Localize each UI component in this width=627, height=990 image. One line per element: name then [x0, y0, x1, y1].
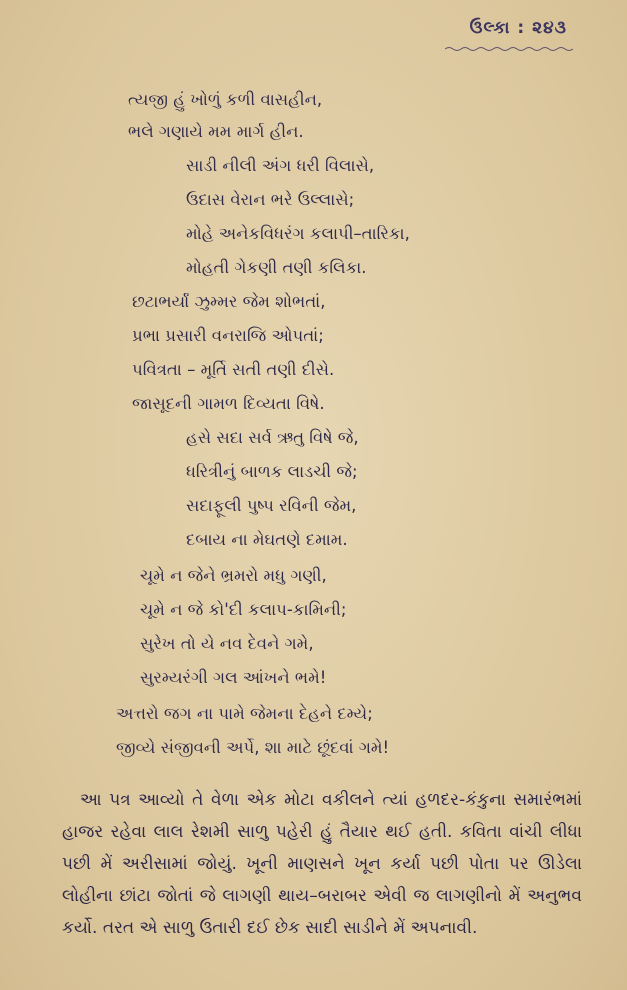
poem-line: જાસૂદની ગામળ દિવ્યતા વિષે. [132, 394, 325, 413]
poem-line: સુરમ્યરંગી ગલ આંખને ભમે! [140, 668, 327, 687]
running-header: ઉલ્કા : ૨૪૩ [469, 18, 567, 38]
poem-line: દબાય ના મેઘતણે દમામ. [186, 530, 348, 549]
poem-line: સુરેખ તો યે નવ દેવને ગમે, [140, 634, 314, 653]
poem-line: ચૂમે ન જેને ભ્રમરો મધુ ગણી, [140, 566, 327, 585]
poem-line: જીવ્યે સંજીવની અર્પે, શા માટે છૂંદવાં ગમે! [116, 738, 390, 757]
poem-line: ઉદાસ વેરાન ભરે ઉલ્લાસે; [186, 190, 355, 209]
poem-line: ચૂમે ન જે કો'દી કલાપ-કામિની; [140, 600, 347, 619]
poem-line: સદાફૂલી પુષ્પ રવિની જેમ, [186, 496, 357, 515]
poem-line: પ્રભા પ્રસારી વનરાજિ ઓપતાં; [132, 326, 324, 345]
poem-line: પવિત્રતા – મૂર્તિ સતી તણી દીસે. [132, 360, 335, 379]
poem-line: છટાભર્યાં ઝુમ્મર જેમ શોભતાં, [132, 292, 326, 311]
header-underline-ornament [445, 46, 575, 52]
poem-line: સાડી નીલી અંગ ધરી વિલાસે, [186, 156, 375, 175]
poem-line: અત્તરો જગ ના પામે જેમના દેહને દમ્યે; [116, 704, 373, 723]
prose-block [62, 784, 582, 944]
poem-line: હસે સદા સર્વ ઋતુ વિષે જે, [186, 428, 359, 447]
poem-line: ત્યજી હું ખોળું કળી વાસહીન, [128, 90, 323, 109]
prose-paragraph: આ પત્ર આવ્યો તે વેળા એક મોટા વકીલને ત્યાં હળદર-કંકુના સમારંભમાં હાજર રહેવા લાલ રેશમી સાળુ પહેરી હું તૈયાર થઈ હતી. કવિતા વાંચી લીધા પછી મેં અરીસામાં જોયું. ખૂની માણસને ખૂન કર્યા પછી પોતા પર ઊડેલા લોહીના છાંટા જોતાં જે લાગણી થાય–બરાબર એવી જ લાગણીનો મેં અનુભવ કર્યો. તરત એ સાળુ ઉતારી દઈ છેક સાદી સાડીને મેં અપનાવી. [62, 790, 582, 938]
poem-line: મોહે અનેકવિધરંગ કલાપી–તારિકા, [186, 224, 410, 243]
poem-line: ધરિત્રીનું બાળક લાડચી જે; [186, 462, 358, 481]
poem-line: મોહતી ગેકણી તણી કલિકા. [186, 258, 367, 277]
poem-line: ભલે ગણાયે મમ માર્ગ હીન. [128, 122, 304, 141]
